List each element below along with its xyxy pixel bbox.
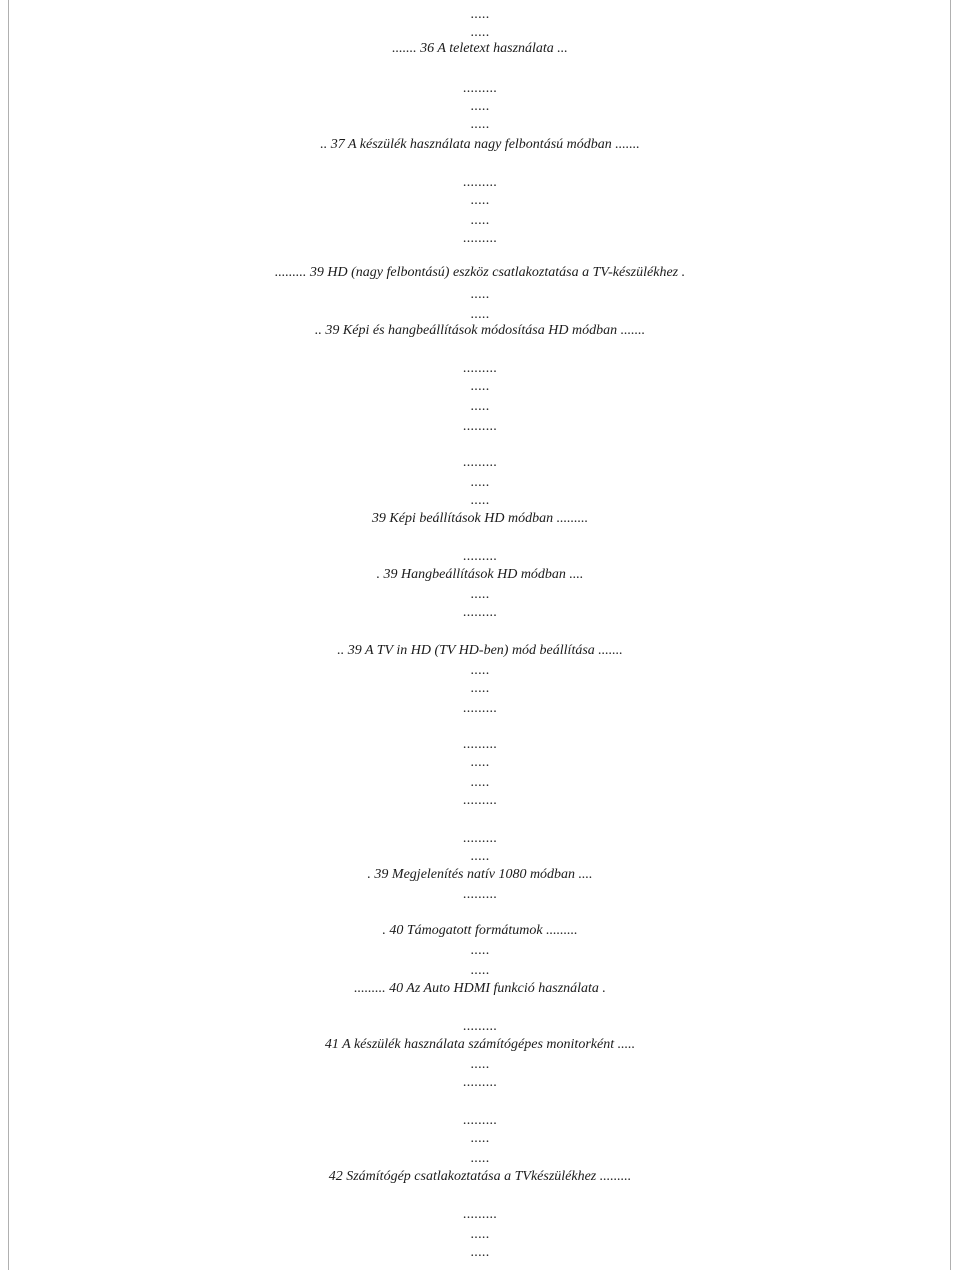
toc-entry: ......... 39 HD (nagy felbontású) eszköz csatlakoztatása a TV-készülékhez . <box>274 265 686 280</box>
dot-leader: ..... <box>470 193 490 208</box>
dot-leader: ......... <box>462 81 498 96</box>
dot-leader: ..... <box>470 399 490 414</box>
dot-leader: ..... <box>470 475 490 490</box>
dot-leader: ..... <box>470 755 490 770</box>
dot-leader: ..... <box>470 287 490 302</box>
dot-leader: ..... <box>470 1151 490 1166</box>
toc-entry: ......... 40 Az Auto HDMI funkció használata . <box>354 981 606 996</box>
dot-leader: ......... <box>462 605 498 620</box>
toc-entry: . 39 Hangbeállítások HD módban .... <box>376 567 584 582</box>
dot-leader: ..... <box>470 7 490 22</box>
toc-entry: .. 39 Képi és hangbeállítások módosítása HD módban ....... <box>314 323 646 338</box>
dot-leader: ......... <box>462 701 498 716</box>
dot-leader: ..... <box>470 681 490 696</box>
dot-leader: ..... <box>470 25 490 40</box>
dot-leader: ......... <box>462 175 498 190</box>
dot-leader: ..... <box>470 663 490 678</box>
dot-leader: ......... <box>462 1075 498 1090</box>
dot-leader: ......... <box>462 831 498 846</box>
dot-leader: ..... <box>470 943 490 958</box>
dot-leader: ..... <box>470 117 490 132</box>
toc-entry: 41 A készülék használata számítógépes monitorként ..... <box>324 1037 636 1052</box>
dot-leader: ..... <box>470 493 490 508</box>
toc-entry: ....... 36 A teletext használata ... <box>392 41 568 56</box>
dot-leader: ......... <box>462 887 498 902</box>
toc-entry: 42 Számítógép csatlakoztatása a TVkészülékhez ......... <box>328 1169 632 1184</box>
toc-entry: .. 39 A TV in HD (TV HD-ben) mód beállítása ....... <box>337 643 623 658</box>
dot-leader: ......... <box>462 1113 498 1128</box>
dot-leader: ......... <box>462 231 498 246</box>
dot-leader: ..... <box>470 587 490 602</box>
dot-leader: ..... <box>470 963 490 978</box>
dot-leader: ..... <box>470 307 490 322</box>
dot-leader: ..... <box>470 1227 490 1242</box>
dot-leader: ......... <box>462 361 498 376</box>
toc-entry: . 39 Megjelenítés natív 1080 módban .... <box>367 867 593 882</box>
dot-leader: ..... <box>470 849 490 864</box>
dot-leader: ......... <box>462 1207 498 1222</box>
dot-leader: ......... <box>462 549 498 564</box>
dot-leader: ......... <box>462 455 498 470</box>
dot-leader: ..... <box>470 1057 490 1072</box>
toc-entry: .. 37 A készülék használata nagy felbontású módban ....... <box>320 137 640 152</box>
toc-entry: . 40 Támogatott formátumok ......... <box>382 923 578 938</box>
dot-leader: ..... <box>470 213 490 228</box>
dot-leader: ......... <box>462 419 498 434</box>
dot-leader: ......... <box>462 1019 498 1034</box>
dot-leader: ..... <box>470 1131 490 1146</box>
dot-leader: ..... <box>470 379 490 394</box>
dot-leader: ..... <box>470 1245 490 1260</box>
dot-leader: ......... <box>462 793 498 808</box>
toc-entry: 39 Képi beállítások HD módban ......... <box>371 511 589 526</box>
dot-leader: ......... <box>462 737 498 752</box>
dot-leader: ..... <box>470 775 490 790</box>
dot-leader: ..... <box>470 99 490 114</box>
